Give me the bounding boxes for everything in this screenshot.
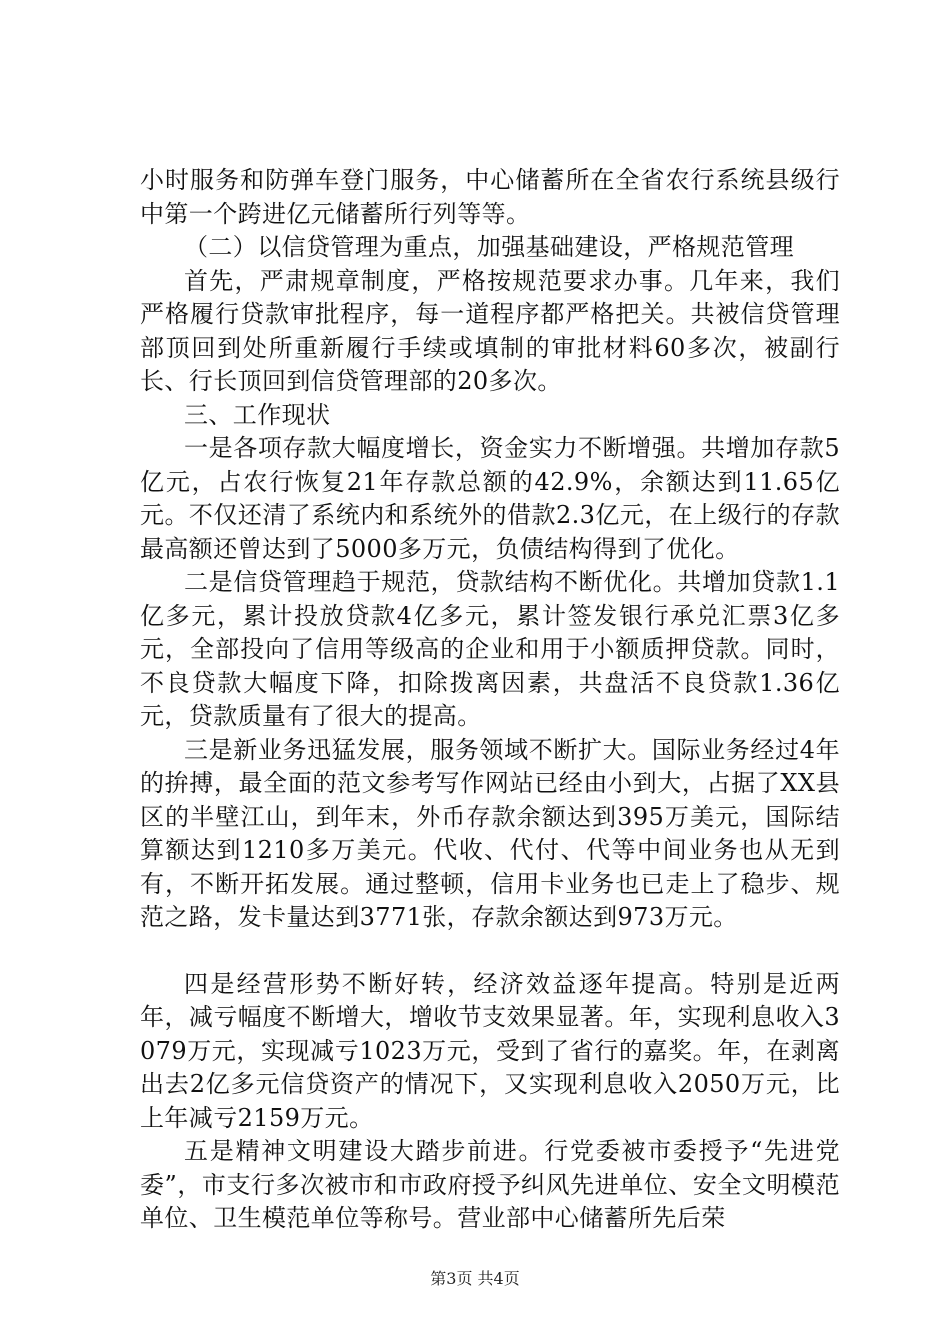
paragraph-deposits: 一是各项存款大幅度增长，资金实力不断增强。共增加存款5亿元，占农行恢复21年存款总额的42.9%，余额达到11.65亿元。不仅还清了系统内和系统外的借款2.3亿元，在上级行的存款最高额还曾达到了5000多万元，负债结构得到了优化。 [140, 434, 840, 563]
paragraph-continuation: 小时服务和防弹车登门服务，中心储蓄所在全省农行系统县级行中第一个跨进亿元储蓄所行列等等。 [140, 166, 840, 228]
paragraph-regulations: 首先，严肃规章制度，严格按规范要求办事。几年来，我们严格履行贷款审批程序，每一道程序都严格把关。共被信贷管理部顶回到处所重新履行手续或填制的审批材料60多次，被副行长、行长顶回到信贷管理部的20多次。 [140, 266, 840, 395]
paragraph-credit: 二是信贷管理趋于规范，贷款结构不断优化。共增加贷款1.1亿多元，累计投放贷款4亿多元，累计签发银行承兑汇票3亿多元，全部投向了信用等级高的企业和用于小额质押贷款。同时，不良贷款大幅度下降，扣除拨离因素，共盘活不良贷款1.36亿元，贷款质量有了很大的提高。 [140, 568, 840, 730]
section-heading-credit-management: （二）以信贷管理为重点，加强基础建设，严格规范管理 [184, 233, 794, 261]
paragraph-operations: 四是经营形势不断好转，经济效益逐年提高。特别是近两年，减亏幅度不断增大，增收节支效果显著。年，实现利息收入3079万元，实现减亏1023万元，受到了省行的嘉奖。年，在剥离出去2亿多元信贷资产的情况下，又实现利息收入2050万元，比上年减亏2159万元。 [140, 969, 840, 1132]
paragraph-civilization: 五是精神文明建设大踏步前进。行党委被市委授予“先进党委”，市支行多次被市和市政府授予纠风先进单位、安全文明模范单位、卫生模范单位等称号。营业部中心储蓄所先后荣 [140, 1137, 840, 1232]
section-heading-work-status: 三、工作现状 [184, 400, 331, 429]
document-body [140, 164, 840, 1236]
page-number-footer: 第3页 共4页 [430, 1269, 520, 1288]
paragraph-new-business: 三是新业务迅猛发展，服务领域不断扩大。国际业务经过4年的拚搏，最全面的范文参考写作网站已经由小到大，占据了XX县区的半壁江山，到年末，外币存款余额达到395万美元，国际结算额达到1210多万美元。代收、代付、代等中间业务也从无到有，不断开拓发展。通过整顿，信用卡业务也已走上了稳步、规范之路，发卡量达到3771张，存款余额达到973万元。 [140, 735, 840, 931]
